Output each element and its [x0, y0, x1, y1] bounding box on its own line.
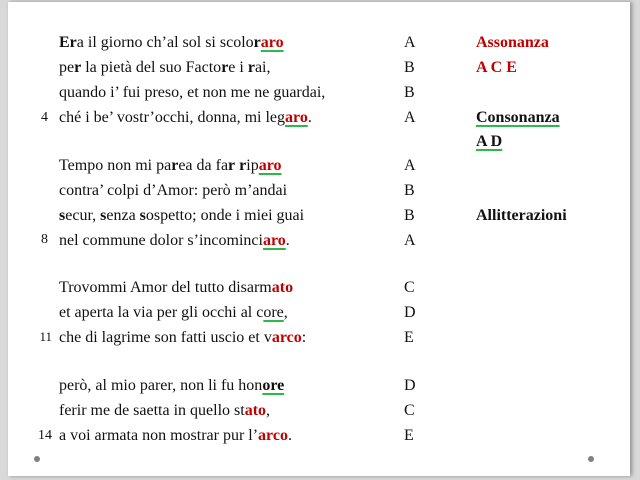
rhyme-letter: C [404, 279, 415, 296]
verse-line-14: a voi armata non mostrar pur l’arco. [59, 427, 292, 444]
slide-corner-dot [588, 456, 594, 462]
verse-line-12: però, al mio parer, non li fu honore [59, 377, 285, 394]
consonanza-label: Consonanza [476, 109, 560, 126]
assonanza-label: Assonanza [476, 34, 549, 51]
verse-line-1: Era il giorno ch’al sol si scoloraro [59, 34, 284, 51]
rhyme-letter: B [404, 207, 415, 224]
slide-corner-dot [34, 456, 40, 462]
rhyme-letter: E [404, 329, 414, 346]
rhyme-letter: B [404, 182, 415, 199]
verse-line-13: ferir me de saetta in quello stato, [59, 402, 271, 419]
verse-line-8: nel commune dolor s’incominciaro. [59, 232, 290, 249]
verse-line-10: et aperta la via per gli occhi al core, [59, 304, 288, 321]
rhyme-letter: A [404, 34, 416, 51]
rhyme-letter: A [404, 157, 416, 174]
rhyme-letter: D [404, 304, 416, 321]
verse-line-9: Trovommi Amor del tutto disarmato [59, 279, 294, 296]
rhyme-letter: D [404, 377, 416, 394]
assonanza-letters: A C E [476, 59, 517, 76]
verse-line-11: che di lagrime son fatti uscio et varco: [59, 329, 307, 346]
verse-line-5: Tempo non mi parea da far riparo [59, 157, 282, 174]
verse-line-3: quando i’ fui preso, et non me ne guardai, [59, 84, 326, 101]
rhyme-letter: C [404, 402, 415, 419]
verse-line-6: contra’ colpi d’Amor: però m’andai [59, 182, 288, 199]
line-number-11: 11 [39, 329, 52, 344]
slide [8, 2, 630, 476]
verse-line-4: ché i be’ vostr’occhi, donna, mi legaro. [59, 109, 312, 126]
rhyme-letter: B [404, 59, 415, 76]
line-number-8: 8 [41, 232, 48, 247]
rhyme-letter: B [404, 84, 415, 101]
rhyme-letter: A [404, 232, 416, 249]
consonanza-letters: A D [476, 133, 503, 150]
line-number-4: 4 [41, 110, 48, 125]
allitterazioni-label: Allitterazioni [476, 207, 567, 224]
rhyme-letter: E [404, 427, 414, 444]
verse-line-2: per la pietà del suo Factore i rai, [59, 59, 271, 76]
line-number-14: 14 [38, 428, 52, 443]
verse-line-7: secur, senza sospetto; onde i miei guai [59, 207, 305, 224]
rhyme-letter: A [404, 109, 416, 126]
